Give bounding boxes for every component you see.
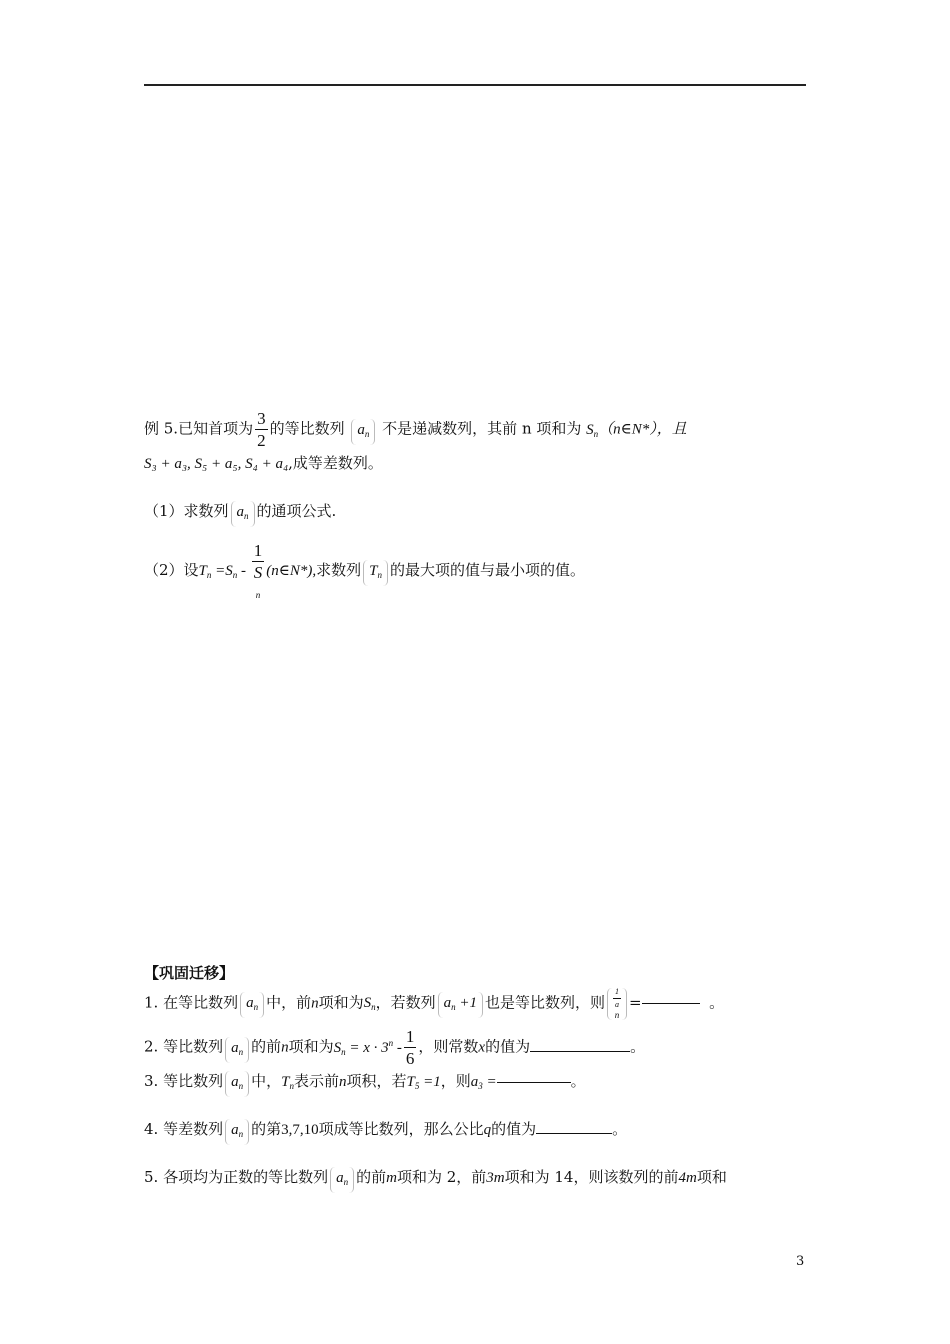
sequence-a-n: $a_n$ <box>225 1071 249 1097</box>
example5-text-c: 不是递减数列，其前 n 项和为 <box>382 419 582 438</box>
sequence-a-n: $a_n$ <box>330 1167 354 1193</box>
q2-condition: (n∈N*), <box>266 563 317 579</box>
q2-text-a: 求数列 <box>316 561 362 579</box>
example5-line2 <box>144 452 383 475</box>
sequence-T-n: $T_n$ <box>363 560 388 586</box>
header-rule <box>144 84 806 86</box>
example5-intro: 例 5.已知首项为 <box>144 419 254 438</box>
fraction-one-over-S-n: 1 S $_n$ <box>253 541 263 600</box>
answer-blank-2[interactable] <box>530 1051 630 1052</box>
sum-S-n: $S_n$ <box>586 421 599 439</box>
q2-label: （2）设 <box>144 561 199 579</box>
answer-blank-3[interactable] <box>497 1082 571 1083</box>
question-2 <box>144 542 585 600</box>
problem-4: 4. 等差数列 $a_n$ 的第3,7,10项成等比数列，那么公比q的值为 。 <box>144 1118 627 1145</box>
example5-line2-text: ,成等差数列。 <box>288 454 383 472</box>
problem-3: 3. 等比数列 $a_n$ 中，$T_n$表示前n项积，若$T_5 =1$，则$a_3$ = 。 <box>144 1070 586 1097</box>
q1-label: （1）求数列 <box>144 502 229 520</box>
page-number: 3 <box>796 1254 805 1269</box>
q2-text-b: 的最大项的值与最小项的值。 <box>389 561 585 579</box>
sequence-a-n: $a_n$ <box>240 992 264 1018</box>
example5-line1 <box>144 410 687 449</box>
answer-blank-1[interactable] <box>642 1003 700 1004</box>
sequence-a-n: $a_n$ <box>225 1119 249 1145</box>
problem-1: 1. 在等比数列 $a_n$ 中，前n项和为$S_n$，若数列 $a_n +1$ 也是等比数列，则 1 a $_n$ = 。 <box>144 987 725 1020</box>
problem-2: 2. 等比数列 $a_n$ 的前n项和为$S_n = x \cdot 3^n$ - $\frac{1}{6}$ ，则常数x的值为 。 <box>144 1027 646 1068</box>
sequence-a-n-plus-1: $a_n +1$ <box>438 992 483 1018</box>
section-title: 【巩固迁移】 <box>144 964 235 982</box>
q2-formula: $T_n =S_n$ - <box>198 563 250 580</box>
example5-sequence-terms: S₃ + a₃, S₅ + a₅, S₄ + a₄ <box>144 456 289 472</box>
problem-5: 5. 各项均为正数的等比数列 $a_n$ 的前m项和为 2，前3m项和为 14，则该数列的前4m项和 <box>144 1166 727 1193</box>
example5-condition: （n∈N*），且 <box>598 421 687 438</box>
sequence-a-n: $a_n$ <box>231 501 255 527</box>
sequence-reciprocal: 1 a $_n$ <box>607 988 627 1020</box>
question-1 <box>144 500 336 527</box>
q1-text: 的通项公式. <box>256 502 337 520</box>
fraction-three-halves: $\frac{3}{2}$ <box>257 409 266 450</box>
fraction-one-sixth: $\frac{1}{6}$ <box>405 1027 415 1068</box>
answer-blank-4[interactable] <box>536 1133 612 1134</box>
example5-text-b: 的等比数列 <box>269 419 345 438</box>
sequence-a-n: $a_n$ <box>225 1037 249 1063</box>
sequence-a-n: $a_n$ <box>351 419 375 445</box>
